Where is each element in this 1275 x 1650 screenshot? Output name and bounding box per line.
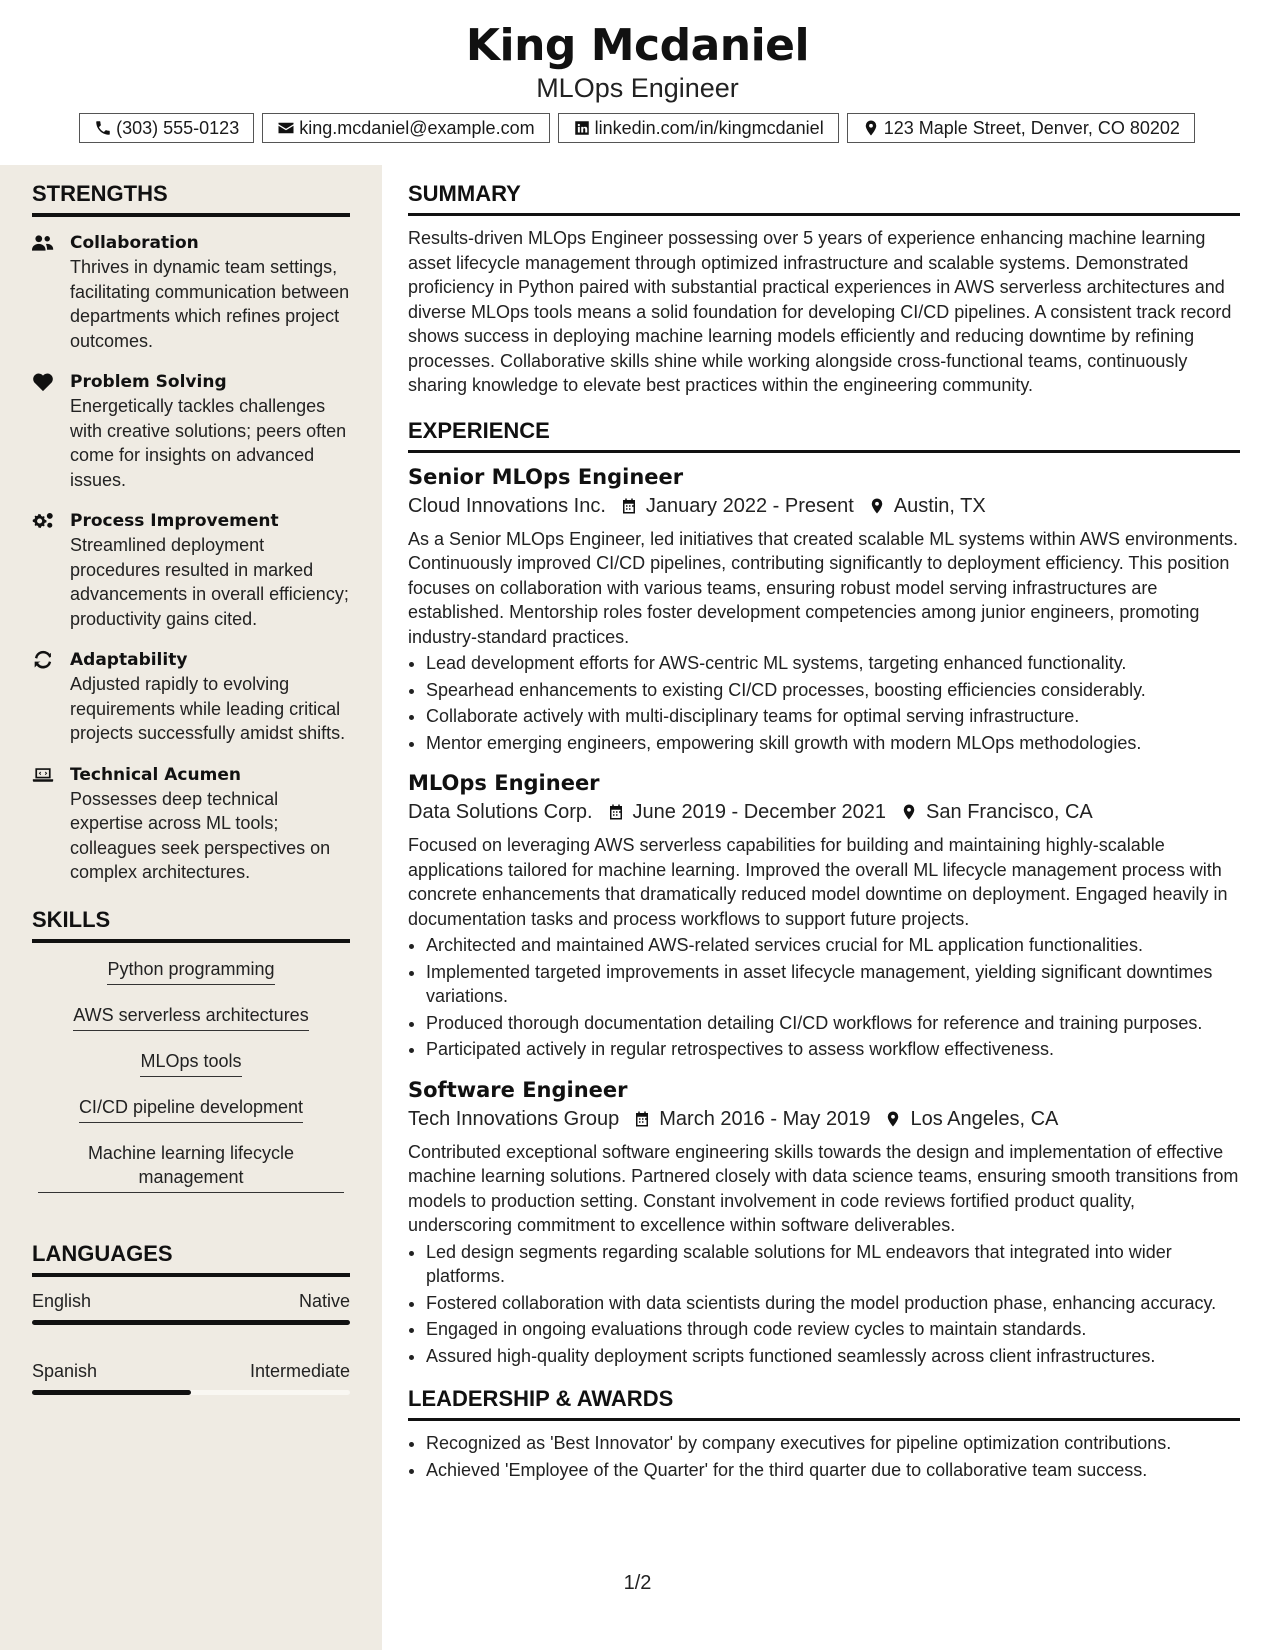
skill-item: CI/CD pipeline development: [32, 1095, 350, 1123]
list-item: • Implemented targeted improvements in asset lifecycle management, yielding significant downtimes variations.: [426, 960, 1240, 1009]
calendar-icon: [620, 497, 638, 515]
main-content: [408, 181, 1240, 1484]
job-location: San Francisco, CA: [926, 801, 1093, 823]
envelope-icon: [277, 119, 295, 137]
contact-phone-text: (303) 555-0123: [116, 117, 240, 138]
contact-address: [847, 113, 1195, 143]
strength-title: Collaboration: [70, 233, 199, 253]
resume-header: [0, 0, 1275, 165]
strength-desc: Adjusted rapidly to evolving requirements while leading critical projects successfully amidst shifts.: [70, 674, 346, 743]
job-description: As a Senior MLOps Engineer, led initiatives that created scalable ML systems within AWS environments. Continuously improved CI/CD pipelines, contributing significantly to deployment efficiency. This position focuses on collaboration with various teams, ensuring robust model serving infrastructures are established. Mentorship roles foster development competencies among junior engineers, promoting industry-standard practices.: [408, 528, 1239, 647]
contact-phone[interactable]: [79, 113, 254, 143]
job-company: Data Solutions Corp.: [408, 801, 593, 823]
strength-title: Process Improvement: [70, 511, 279, 531]
language-name: Spanish: [32, 1360, 98, 1381]
calendar-icon: [633, 1110, 651, 1128]
users-icon: [32, 233, 54, 253]
job-meta: [408, 797, 1240, 827]
skill-item: MLOps tools: [32, 1049, 350, 1077]
list-item: • Collaborate actively with multi-disciplinary teams for optimal serving infrastructure.: [426, 704, 1240, 729]
job-description: Focused on leveraging AWS serverless capabilities for building and maintaining highly-scalable applications tailored for machine learning. Improved the overall ML lifecycle management process with concrete enhancements that dramatically reduced model downtime on deployment. Engaged heavily in documentation tasks and process workflows to support future projects.: [408, 835, 1228, 929]
skill-item: Machine learning lifecycle management: [32, 1141, 350, 1193]
language-proficiency-bar: [32, 1390, 350, 1395]
heart-icon: [32, 372, 54, 392]
job-location: Austin, TX: [893, 494, 986, 517]
contact-email-text: king.mcdaniel@example.com: [299, 117, 535, 138]
map-pin-icon: [862, 119, 880, 137]
list-item: • Spearhead enhancements to existing CI/CD processes, boosting efficiencies considerably.: [426, 678, 1240, 703]
job-bullets: [408, 651, 1240, 755]
job-bullets: [408, 933, 1240, 1062]
strength-item: [32, 370, 350, 492]
summary-heading: SUMMARY: [408, 181, 1240, 216]
contact-linkedin[interactable]: [558, 113, 839, 143]
job-title: Software Engineer: [408, 1077, 628, 1102]
strength-item: [32, 509, 350, 631]
candidate-name: King Mcdaniel: [465, 20, 810, 71]
linkedin-icon: [573, 119, 591, 137]
job-bullets: [408, 1240, 1240, 1369]
list-item: • Architected and maintained AWS-related services crucial for ML application functionalities.: [426, 933, 1240, 958]
list-item: • Participated actively in regular retrospectives to assess workflow effectiveness.: [426, 1037, 1240, 1062]
gears-icon: [32, 511, 54, 531]
page-number: 1/2: [623, 1572, 652, 1594]
job-dates: March 2016 - May 2019: [659, 1107, 871, 1130]
language-proficiency-bar: [32, 1320, 350, 1325]
map-pin-icon: [900, 803, 918, 821]
job-title: Senior MLOps Engineer: [408, 464, 684, 489]
language-item: [32, 1291, 350, 1325]
job-title: MLOps Engineer: [408, 771, 600, 795]
strength-item: [32, 231, 350, 353]
strength-desc: Streamlined deployment procedures resulted in marked advancements in overall efficiency; productivity gains cited.: [70, 535, 349, 629]
job-dates: June 2019 - December 2021: [632, 801, 887, 823]
job-entry: [408, 769, 1240, 1062]
list-item: • Engaged in ongoing evaluations through code review cycles to maintain standards.: [426, 1317, 1240, 1342]
list-item: • Led design segments regarding scalable solutions for ML endeavors that integrated into wider platforms.: [426, 1240, 1240, 1289]
strength-desc: Possesses deep technical expertise across ML tools; colleagues seek perspectives on complex architectures.: [70, 788, 331, 882]
skills-list: [32, 957, 350, 1193]
list-item: • Assured high-quality deployment scripts functioned seamlessly across client infrastructures.: [426, 1344, 1240, 1369]
contact-address-text: 123 Maple Street, Denver, CO 80202: [883, 117, 1180, 138]
job-location: Los Angeles, CA: [910, 1107, 1059, 1130]
contact-linkedin-text: linkedin.com/in/kingmcdaniel: [594, 117, 824, 138]
contact-bar: [57, 113, 1217, 145]
job-entry: [408, 463, 1240, 756]
languages-heading: LANGUAGES: [32, 1241, 350, 1277]
skill-item: AWS serverless architectures: [32, 1003, 350, 1031]
language-name: English: [32, 1290, 92, 1311]
calendar-icon: [607, 803, 625, 821]
list-item: • Produced thorough documentation detailing CI/CD workflows for reference and training purposes.: [426, 1011, 1240, 1036]
strength-title: Problem Solving: [70, 372, 227, 392]
language-level: Intermediate: [249, 1360, 350, 1381]
strength-desc: Energetically tackles challenges with creative solutions; peers often come for insights on advanced issues.: [70, 396, 347, 490]
strengths-heading: STRENGTHS: [32, 181, 350, 217]
strength-desc: Thrives in dynamic team settings, facilitating communication between departments which refines project outcomes.: [70, 257, 350, 351]
map-pin-icon: [868, 497, 886, 515]
list-item: • Achieved 'Employee of the Quarter' for the third quarter due to collaborative team success.: [426, 1458, 1240, 1483]
awards-heading: LEADERSHIP & AWARDS: [408, 1386, 1240, 1421]
job-meta: [408, 491, 1240, 521]
phone-icon: [94, 119, 112, 137]
skills-heading: SKILLS: [32, 907, 350, 943]
list-item: • Fostered collaboration with data scientists during the model production phase, enhancing accuracy.: [426, 1291, 1240, 1316]
job-entry: [408, 1076, 1240, 1369]
map-pin-icon: [884, 1110, 902, 1128]
language-item: [32, 1361, 350, 1395]
sync-icon: [32, 650, 54, 670]
laptop-code-icon: [32, 765, 54, 785]
strength-item: [32, 648, 350, 746]
summary-text: Results-driven MLOps Engineer possessing over 5 years of experience enhancing machine learning asset lifecycle management through optimized infrastructure and scalable systems. Demonstrated proficiency in Python paired with substantial practical experiences in AWS serverless architectures and diverse MLOps tools means a solid foundation for developing CI/CD pipelines. A consistent track record shows success in deploying machine learning models efficiently and reducing downtime by refining processes. Collaborative skills shine while working alongside cross-functional teams, continuously sharing knowledge to elevate best practices within the engineering community.: [408, 228, 1232, 395]
contact-email[interactable]: [262, 113, 549, 143]
skill-item: Python programming: [32, 957, 350, 985]
sidebar: [0, 165, 382, 1650]
job-company: Cloud Innovations Inc.: [408, 494, 606, 517]
job-meta: [408, 1104, 1240, 1134]
job-company: Tech Innovations Group: [408, 1107, 620, 1130]
awards-list: [408, 1431, 1240, 1482]
list-item: • Lead development efforts for AWS-centric ML systems, targeting enhanced functionality.: [426, 651, 1240, 676]
job-description: Contributed exceptional software engineering skills towards the design and implementation of effective machine learning solutions. Partnered closely with data science teams, ensuring smooth transitions from models to production setting. Constant involvement in code reviews fortified product quality, underscoring commitment to excellence within software deliverables.: [408, 1141, 1239, 1235]
job-dates: January 2022 - Present: [645, 494, 854, 517]
candidate-role: MLOps Engineer: [536, 73, 739, 103]
strength-item: [32, 763, 350, 885]
list-item: • Mentor emerging engineers, empowering skill growth with modern MLOps methodologies.: [426, 731, 1240, 756]
strength-title: Adaptability: [70, 650, 188, 670]
strength-title: Technical Acumen: [70, 764, 241, 785]
experience-heading: EXPERIENCE: [408, 418, 1240, 453]
language-level: Native: [298, 1290, 350, 1311]
list-item: • Recognized as 'Best Innovator' by company executives for pipeline optimization contributions.: [426, 1431, 1240, 1456]
